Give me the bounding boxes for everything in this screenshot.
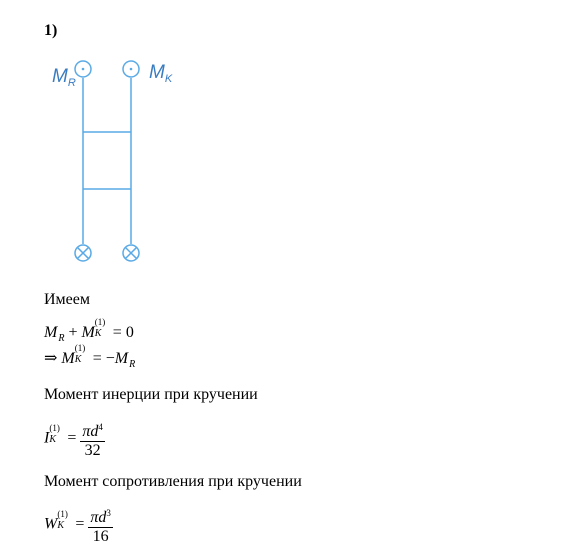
equation-moment-result: ⇒ M (1) K = $-M_R$ — [44, 343, 136, 370]
text-moment-resist: Момент сопротивления при кручении — [44, 473, 302, 490]
equation-polar-inertia: I (1) K = $\frac{\pi d^4}{32}$ — [44, 418, 105, 460]
section-number: 1) — [44, 22, 58, 39]
fraction-resistance: $\frac{\pi d^3}{16}$ — [88, 504, 113, 546]
fraction-inertia: $\frac{\pi d^4}{32}$ — [80, 418, 105, 460]
label-m-r: $M_R$ — [52, 66, 76, 89]
diagram-lines — [75, 61, 139, 261]
text-imeem: Имеем — [44, 291, 91, 308]
label-m-k: $M_K$ — [149, 62, 173, 85]
equation-section-modulus: W (1) K = $\frac{\pi d^3}{16}$ — [44, 504, 113, 546]
text-moment-inertia: Момент инерции при кручении — [44, 386, 258, 403]
equation-moment-balance: $M_R + M$ (1) K = 0 — [44, 317, 134, 344]
